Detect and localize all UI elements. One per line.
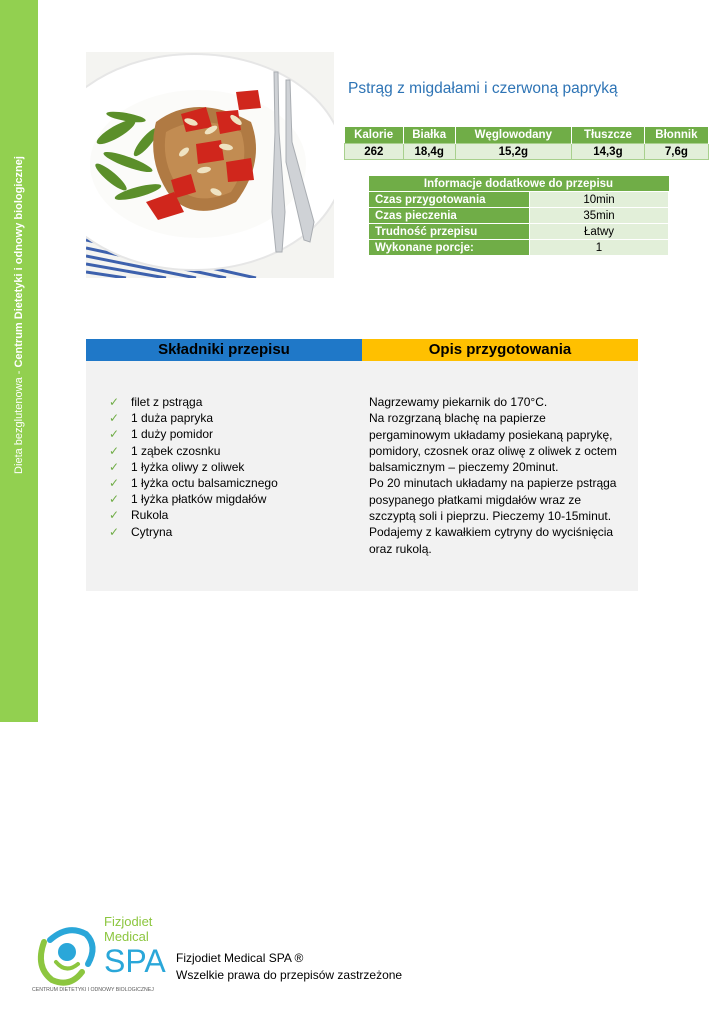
- info-title-row: [369, 176, 669, 192]
- info-label: Czas przygotowania: [369, 192, 530, 208]
- ingredient-item: [109, 475, 278, 491]
- info-value: 1: [530, 240, 669, 256]
- ingredient-text: 1 łyżka płatków migdałów: [131, 492, 267, 507]
- ingredient-text: 1 ząbek czosnku: [131, 443, 221, 458]
- nutrition-header: Tłuszcze: [572, 127, 645, 144]
- info-row: [369, 192, 669, 208]
- footer-line1: Fizjodiet Medical SPA ®: [176, 951, 304, 965]
- ingredient-item: [109, 491, 278, 507]
- check-icon: ✓: [109, 492, 120, 507]
- check-icon: ✓: [109, 395, 120, 409]
- nutrition-value: 18,4g: [403, 144, 455, 160]
- nutrition-header-row: [345, 127, 709, 144]
- check-icon: ✓: [109, 411, 120, 426]
- ingredient-item: [109, 524, 278, 540]
- ingredient-text: Rukola: [131, 508, 169, 523]
- check-icon: ✓: [109, 524, 120, 539]
- ingredient-item: [109, 443, 278, 459]
- ingredient-item: [109, 410, 278, 426]
- nutrition-value: 15,2g: [455, 144, 571, 160]
- nutrition-value-row: [345, 144, 709, 160]
- info-title: Informacje dodatkowe do przepisu: [369, 176, 669, 192]
- recipe-section: [86, 339, 638, 591]
- nutrition-value: 262: [345, 144, 404, 160]
- info-label: Wykonane porcje:: [369, 240, 530, 256]
- info-row: [369, 224, 669, 240]
- footer: [176, 950, 402, 983]
- footer-line2: Wszelkie prawa do przepisów zastrzeżone: [176, 967, 403, 982]
- ingredient-text: Cytryna: [131, 524, 173, 539]
- sidebar-plain: Dieta bezglutenowa -: [13, 367, 25, 474]
- nutrition-header: Kalorie: [345, 127, 404, 144]
- ingredients-list: [109, 394, 278, 540]
- info-label: Czas pieczenia: [369, 208, 530, 224]
- logo-tagline: CENTRUM DIETETYKI I ODNOWY BIOLOGICZNEJ: [32, 987, 154, 993]
- logo-line1: Fizjodiet: [104, 914, 153, 929]
- logo-line2: Medical: [104, 929, 149, 944]
- preparation-header: Opis przygotowania: [362, 339, 638, 361]
- nutrition-header: Węglowodany: [455, 127, 571, 144]
- nutrition-value: 7,6g: [644, 144, 708, 160]
- ingredient-text: filet z pstrąga: [131, 395, 203, 409]
- info-row: [369, 208, 669, 224]
- ingredient-item: [109, 459, 278, 475]
- nutrition-value: 14,3g: [572, 144, 645, 160]
- nutrition-header: Białka: [403, 127, 455, 144]
- check-icon: ✓: [109, 459, 120, 474]
- nutrition-table: [344, 127, 709, 160]
- ingredient-text: 1 duży pomidor: [131, 427, 214, 442]
- preparation-text: Nagrzewamy piekarnik do 170°C. Na rozgrzaną blachę na papierze pergaminowym układamy posiekaną paprykę, pomidory, czosnek oraz oliwę z oliwek z octem balsamicznym – pieczemy 20minut. Po 20 minutach układamy na papierze pstrąga posypanego płatkami migdałów wraz ze szczyptą soli i pieprzu. Pieczemy 10-15minut. Podajemy z kawałkiem cytryny do wyciśnięcia oraz rukolą.: [369, 395, 617, 556]
- info-label: Trudność przepisu: [369, 224, 530, 240]
- ingredients-header: Składniki przepisu: [86, 339, 362, 361]
- brand-logo: [30, 912, 170, 994]
- recipe-title: Pstrąg z migdałami i czerwoną papryką: [348, 80, 618, 97]
- info-table: [368, 176, 669, 256]
- ingredient-item: [109, 507, 278, 523]
- ingredient-text: 1 łyżka octu balsamicznego: [131, 476, 278, 491]
- check-icon: ✓: [109, 508, 120, 523]
- info-value: 10min: [530, 192, 669, 208]
- sidebar-bold: Centrum Dietetyki i odnowy biologicznej: [13, 156, 25, 368]
- sidebar: [0, 0, 38, 722]
- ingredient-text: 1 łyżka oliwy z oliwek: [131, 459, 245, 474]
- ingredient-item: [109, 394, 278, 410]
- info-value: Łatwy: [530, 224, 669, 240]
- ingredient-item: [109, 426, 278, 442]
- info-row: [369, 240, 669, 256]
- nutrition-header: Błonnik: [644, 127, 708, 144]
- dish-photo: [86, 52, 334, 278]
- ingredient-text: 1 duża papryka: [131, 411, 214, 426]
- logo-line3: SPA: [104, 943, 166, 979]
- check-icon: ✓: [109, 476, 120, 491]
- check-icon: ✓: [109, 427, 120, 442]
- sidebar-text: [13, 156, 25, 474]
- check-icon: ✓: [109, 443, 120, 458]
- info-value: 35min: [530, 208, 669, 224]
